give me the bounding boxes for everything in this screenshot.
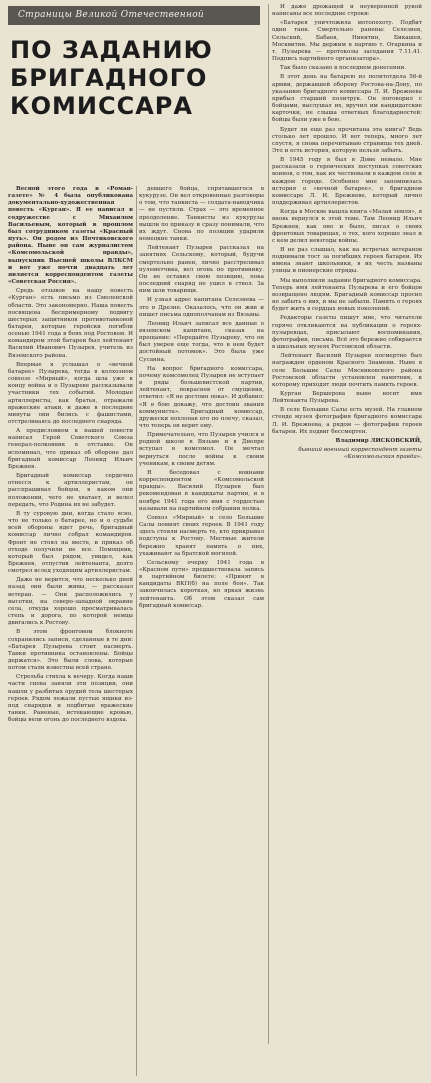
- article-headline: [10, 36, 264, 120]
- article-paragraph: На вопрос бригадного комиссара, почему комсомолец Пузырев не вступает в ряды большевистской партии, лейтенант, покраснев от смущения, ответил: «Я не достоин пока». И добавил: «Я в бою докажу, что достоин звания коммуниста». Бригадный комиссар, дружески похлопав его по плечу, сказал, что теперь он верит ему.: [139, 365, 264, 429]
- article-paragraph: Владимир ЛИСКОВСКИЙ,: [335, 437, 422, 444]
- article-paragraph: Бригадный комиссар сердечно отнесся к артиллеристам, он расспрашивал бойцов, в каком они положении, чего не хватает, и велел передать, что Родина их не забудет.: [8, 473, 133, 508]
- column-divider: [136, 186, 137, 1076]
- headline-line-2: БРИГАДНОГО: [10, 64, 208, 92]
- headline-line-3: КОМИССАРА: [10, 92, 193, 120]
- headline-line-1: ПО ЗАДАНИЮ: [10, 36, 213, 64]
- right-text-column: [272, 4, 422, 1044]
- article-paragraph: Совхоз «Мирный» и село Большие Салы помнят своих героев. В 1941 году здесь стояли насмерть те, кто прикрывал подступы к Ростову. Местные жители бережно хранят память о них, ухаживают за братской могилой.: [139, 514, 264, 557]
- article-paragraph: Весной этого года в «Роман-газете» № 4 была опубликована документально-художественная повесть «Курган». Я ее написал в содружестве с Михаилом Васильевым, который в прошлом был сотрудником газеты «Красный путь». Он родом из Почтиковского района. Ныне он сам журналистом «Комсомольской правды», выпускник Высшей школы ВЛКСМ и вот уже почти двадцать лет является корреспондентом газеты «Советская Россия».: [8, 186, 133, 286]
- article-paragraph: Мы выполнили задание бригадного комиссара. Теперь имя лейтенанта Пузырева и его бойцов возвращено людям. Бригадный комиссар просил не забыть о них, и мы не забыли. Память о героях будет жить в сердцах новых поколений.: [272, 277, 422, 313]
- article-paragraph: «Батарея уничтожила мотопехоту. Подбит один танк. Смертельно ранены: Селезнев, Сельский, Бабаев, Никитин, Бикашев, Москвитин. Мы держим в партию т. Огаркина и т. Пузырева — протоколы заседания 7.11.41. Подпись партийного организатора».: [272, 20, 422, 63]
- middle-text-column: [139, 186, 264, 1076]
- article-paragraph: В 1945 году я был в Доме немало. Мне рассказали о героических поступках советских воинов, о том, как их чествовали в каждом селе и каждом городе. Особенно мне запомнилась история о «вечной батарее», о бригадном комиссаре Л. И. Брежневе, который лично поддерживал артиллеристов.: [272, 157, 422, 207]
- article-paragraph: И даже дрожащей и неуверенной рукой написаны все последние строки:: [272, 4, 422, 18]
- article-paragraph: Примечательно, что Пузырев учился в родной школе в Вязьме и в Днепре вступал в комсомол. Он мечтал вернуться после войны к своим ученикам, к своим детям.: [139, 432, 264, 467]
- article-paragraph: Средь отзывов на нашу повесть «Курган» есть письмо из Смоленской области. Это закономерно. Наша повесть посвящена беспримерному подвигу шестерых защитников противотанковой батареи, которые геройски погибли осенью 1941 года в боях под Ростовом. И командиром этой батареи был лейтенант Василий Иванович Пузырев, учитель из Вяземского района.: [8, 288, 133, 359]
- article-paragraph: Я беседовал с воинами корреспондентом «Комсомольской правды». Василий Пузырев был рекомендован в кандидаты партии, и в ноябре 1941 года его имя с гордостью называли на партийном собрании полка.: [139, 469, 264, 512]
- article-paragraph: Стрельба стихла к вечеру. Когда наши части снова заняли эти позиции, они нашли у разбитых орудий тела шестерых героев. Рядом лежали пустые ящики из-под снарядов и подбитые вражеские танки. Раненые, истекающие кровью, бойцы вели огонь до последнего вздоха.: [8, 674, 133, 724]
- article-paragraph: Редакторы газеты пишут мне, что читатели горячо откликаются на публикации о героях-пузыревцах, присылают воспоминания, фотографии, письма. Всё это бережно собирается в школьных музеях Ростовской области.: [272, 315, 422, 351]
- article-paragraph: Так было сказано в последнем донесении.: [280, 65, 406, 72]
- article-paragraph: А предисловием к нашей повести написал Герой Советского Союза генерал-полковник в отставке. Он вспоминал, что приказ об обороне дал бригадный комиссар Леонид Ильич Брежнев.: [8, 428, 133, 470]
- left-text-column: [8, 186, 133, 1076]
- article-paragraph: Я не раз слышал, как на встречах ветеранов поднимали тост за погибших героев батареи. Их имена знают школьники, в их честь названы улицы и пионерские отряды.: [272, 247, 422, 275]
- article-paragraph: Даже не верится, что несколько дней назад они были живы, — рассказал ветеран. — Они расположились у высотки, на северо-западной окраине села, откуда хорошо просматривалась степь и дорога, по которой немцы двигались к Ростову.: [8, 577, 133, 627]
- article-paragraph: Курган Бершерова ныне носит имя Лейтенанта Пузырева.: [272, 390, 422, 405]
- article-paragraph: Сельскому очерку 1941 года в «Красном пути» предшествовала запись в партийном билете: «Принят в кандидаты ВКП(б) на поле боя». Так закончилась короткая, но яркая жизнь лейтенанта. Об этом сказал сам бригадный комиссар.: [139, 559, 264, 609]
- article-paragraph: Когда в Москве вышла книга «Малая земля», я вновь вернулся к этой теме. Там Леонид Ильич Брежнев, как оно и было, писал о своих фронтовых товарищах, о тех, кого хорошо знал и с кем делил невзгоды войны.: [272, 209, 422, 244]
- article-paragraph: Лейтенант Пузырев рассказал на занятиях Сельскому, который, будучи смертельно ранен, лично расстреливал пулеметчика, вел огонь по противнику. Он не оставил свою позицию, пока последний снаряд не ушел в ствол. За ним шли товарищи.: [139, 245, 264, 295]
- article-paragraph: Впервые я услышал о «вечной батарее» Пузырева, тогда в колхозном совхозе «Мирный», когда шла уже к концу война и о Пузыреве рассказывали участники тех событий. Молодые артиллеристы, как братья, отражали вражеские атаки, и даже в последние минуты они бились с фашистами, отстреливаясь до последнего снаряда.: [8, 361, 133, 425]
- article-paragraph: Леонид Ильич записал все данные о вяземском капитане, сказав на прощание: «Передайте Пузыреву, что он был уверен еще тогда, что в нем будет достойный потомок». Это была уже Сусанна.: [139, 320, 264, 363]
- article-paragraph: В этом фронтовом блокноте сохранились записи, сделанные в те дни: «Батарея Пузырева стоит насмерть. Танки противника остановлены. Бойцы держатся». Это были слова, которые потом стали известны всей стране.: [8, 629, 133, 672]
- section-rubric: Страницы Великой Отечественной: [8, 6, 260, 25]
- article-paragraph: В ту суровую дни, когда стало ясно, что не только о батарее, но и о судьбе всей обороны идет речь, бригадный комиссар лично собрал командиров. Фронт не стоял на месте, и приказ об отходе получили не все. Помощник, который был рядом, увидел, как Брежнев, отпустив лейтенанта, долго смотрел вслед уходящим артиллеристам.: [8, 510, 133, 575]
- column-divider: [268, 4, 269, 1044]
- article-paragraph: бывший военный корреспондент газеты «Комсомольская правда».: [298, 447, 422, 461]
- article-paragraph: девшего бойца, спрятавшегося в кукурузе. Он вел откровенные разговоры о том, что танкиста — солдата-наводчика — не пустили. Страх — это временное преодоление. Танкисты из кукурузы вышли по приказу и сразу понимали, что их ждут. Снова по позиции ударили немецкие танки.: [139, 186, 264, 243]
- article-paragraph: В этот день на батарею из политотдела 56-й армии, державшей оборону Ростова-на-Дону, по указанию бригадного комиссара Л. И. Брежнева прибыл старший политрук. Он поговорил с бойцами, выслушал их, вручил им кандидатские карточки, не слыша ответных благодарностей: бойцы были уже в бою.: [272, 74, 422, 124]
- article-paragraph: И узнал адрес капитана Селезнева — это в Дрезне. Оказалось, что он жив и пишет письма однополчанам из Вязьмы.: [139, 297, 264, 318]
- article-paragraph: Будет ли еще раз прочитана эта книга? Ведь столько лет прошло. И вот теперь, много лет спустя, я снова перечитываю страницы тех дней. Это и есть история, которую нельзя забыть.: [272, 126, 422, 154]
- article-paragraph: Лейтенант Василий Пузырев посмертно был награжден орденом Красного Знамени. Ныне в селе Большие Салы Мясниковского района Ростовской области установлен памятник, к которому приходят люди почтить память героев.: [272, 353, 422, 388]
- article-paragraph: В селе Большие Салы есть музей. На главном стенде музея фотография бригадного комиссара Л. И. Брежнева, а рядом — фотографии героев батареи. Их подвиг бессмертен.: [272, 407, 422, 435]
